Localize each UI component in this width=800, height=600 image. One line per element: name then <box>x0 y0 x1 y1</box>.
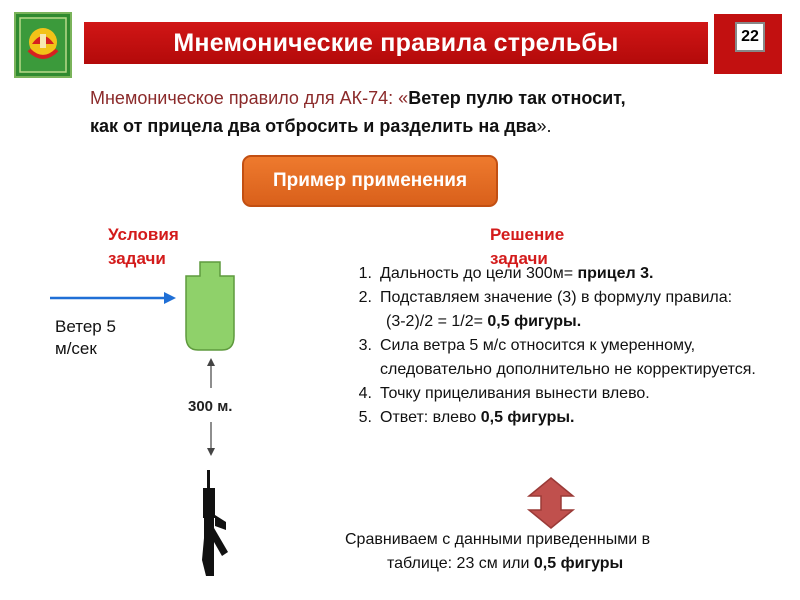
page-title: Мнемонические правила стрельбы <box>84 22 708 64</box>
rule-prefix: Мнемоническое правило для АК-74: « <box>90 88 409 108</box>
compare-line2: таблице: 23 см или 0,5 фигуры <box>387 555 624 572</box>
slide-number: 22 <box>735 22 765 52</box>
rule-bold-line2: как от прицела два отбросить и разделить на два <box>90 116 537 136</box>
solution-step <box>330 406 790 430</box>
wind-label <box>55 316 145 360</box>
conditions-illustration <box>0 0 340 600</box>
step-text: (3-2)/2 = 1/2= 0,5 фигуры. <box>386 313 582 330</box>
distance-label: 300 м. <box>188 398 233 415</box>
step-text: Дальность до цели 300м= прицел 3. <box>380 265 654 282</box>
step-number: 5. <box>358 409 372 426</box>
step-number <box>330 310 380 334</box>
step-number: 3. <box>358 337 372 354</box>
compare-line1: Сравниваем с данными приведенными в <box>345 531 651 548</box>
rule-bold-line1: Ветер пулю так относит, <box>408 88 626 108</box>
conditions-label-line1: Условия <box>108 225 179 244</box>
step-text: Точку прицеливания вынести влево. <box>380 385 650 402</box>
slide-number-badge <box>714 14 782 74</box>
rule-suffix: ». <box>536 116 552 136</box>
target-figure-icon <box>186 262 234 350</box>
solution-step <box>330 286 790 310</box>
solution-label-line2: задачи <box>490 249 548 268</box>
solution-step <box>330 310 790 334</box>
distance-arrow-up-icon <box>207 358 215 388</box>
step-text: Ответ: влево 0,5 фигуры. <box>380 409 575 426</box>
wind-arrow-icon <box>50 292 176 304</box>
compare-text <box>345 528 765 576</box>
solution-step <box>330 262 790 286</box>
step-number: 1. <box>358 265 372 282</box>
step-text: Сила ветра 5 м/с относится к умеренному, следовательно дополнительно не корректируется. <box>380 337 756 378</box>
distance-arrow-down-icon <box>207 422 215 456</box>
solution-step <box>330 334 790 382</box>
step-text: Подставляем значение (3) в формулу правила: <box>380 289 733 306</box>
wind-label-line1: Ветер 5 <box>55 317 116 336</box>
double-arrow-icon <box>526 476 576 530</box>
solution-label-line1: Решение <box>490 225 565 244</box>
solution-step <box>330 382 790 406</box>
example-button[interactable]: Пример применения <box>242 155 498 207</box>
rifle-icon <box>202 470 228 576</box>
solution-steps <box>330 262 790 430</box>
conditions-label-line2: задачи <box>108 249 166 268</box>
step-number: 2. <box>358 289 372 306</box>
step-number: 4. <box>358 385 372 402</box>
wind-label-line2: м/сек <box>55 339 97 358</box>
